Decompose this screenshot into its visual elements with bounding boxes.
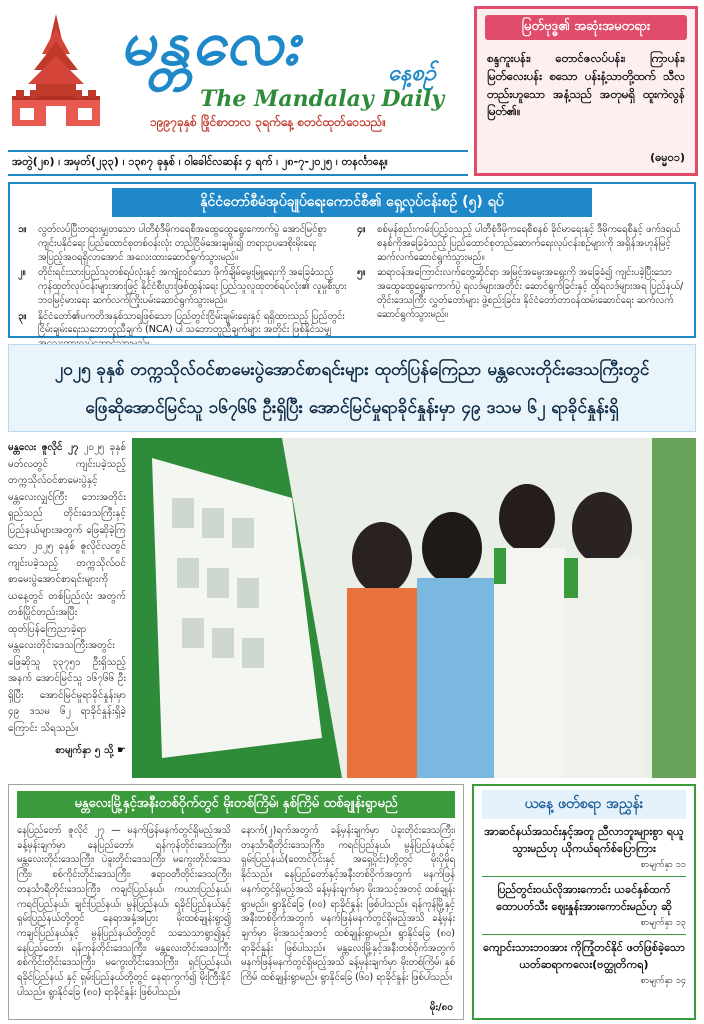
- dhamma-quote-heading: မြတ်ဗုဒ္ဓ၏ အဆုံးအမတရား: [485, 15, 687, 40]
- lead-story-text: [8, 440, 126, 780]
- dhamma-quote-body: စန္ဒကူးပန်း၊ တောင်ဇလပ်ပန်း၊ ကြာပန်း၊ မြတ်လေးပန်း စသော ပန်းနံ့သာတို့ထက် သီလတည်းဟူသော အနံ့သည် အတုမရှိ ထူးကဲလွန်မြတ်၏။: [487, 51, 685, 119]
- weather-story-heading[interactable]: မန္တလေးမြို့နှင့်အနီးတစ်ဝိုက်တွင် မိုးတစ်ကြိမ်၊ နှစ်ကြိမ် ထစ်ချုန်းရွာမည်: [17, 791, 455, 818]
- roadmap-item-text: စစ်မှန်စည်းကမ်းပြည့်ဝသည့် ပါတီစုံဒီမိုကရေစီစနစ် ခိုင်မာရေးနှင့် ဒီမိုကရေစီနှင့် ဖက်ဒရယ်စနစ်ကိုအခြေခံသည့် ပြည်ထောင်စုတည်ဆောက်ရေးလုပ်ငန်းစဉ်များကို အရှိန်အဟုန်မြင့် ဆက်လက်ဆောင်ရွက်သွားမည်။: [377, 224, 681, 263]
- roadmap-column-left: [18, 223, 347, 353]
- masthead-english-title: The Mandalay Daily: [200, 86, 445, 112]
- lead-story-dateline: မန္တလေး ဇူလိုင် ၂၇: [8, 442, 79, 453]
- roadmap-item-text: တိုင်းရင်းသားပြည်သူတစ်ရပ်လုံးနှင့် အကျုံးဝင်သော ဖိုက်ချိမ်မွေးမြူရေးကို အခြေခံသည့် ကုန်ထုတ်လုပ်ငန်းများအားဖြင့် နိုင်ငံစီးပွားဖြစ်ထွန်းရေး ပြည်သူလူထုတစ်ရပ်လုံး၏ လူမှုစီးပွားဘဝမြင့်မားရေး ဆက်လက်ကြိုးပမ်းဆောင်ရွက်သွားမည်။: [38, 267, 347, 306]
- students-checking-results-photo: [132, 438, 696, 778]
- government-roadmap-box: [8, 182, 696, 338]
- weather-story-box: [8, 784, 464, 1020]
- inside-pages-index: [472, 784, 696, 1020]
- government-roadmap-heading: နိုင်ငံတော်စီမံအုပ်ချုပ်ရေးကောင်စီ၏ ရှေ့လုပ်ငန်းစဉ် (၅) ရပ်: [112, 188, 592, 217]
- roadmap-item: [357, 223, 686, 264]
- roadmap-item-number: ၃။: [18, 310, 27, 322]
- masthead-subtitle: နေ့စဉ်: [388, 61, 436, 86]
- lead-story-body: ၂၀၂၅ ခုနှစ် မတ်လတွင် ကျင်းပခဲ့သည့် တက္ကသိုလ်ဝင်စာမေးပွဲနှင့် မန္တလေးလျှင်ကြီး ဘေးအတိုင်းရှည်သည် တိုင်းဒေသကြီးနှင့် ပြည်နယ်များအတွက် ဖြေဆိုခဲ့ကြသော ၂၀၂၅ ခုနှစ် ဇူလိုင်လတွင် ကျင်းပခဲ့သည့် တက္ကသိုလ်ဝင်စာမေးပွဲအောင်စာရင်းများကို ယနေ့တွင် တစ်ပြည်လုံး အတွက် တစ်ပြိုင်တည်းအပြီး ထုတ်ပြန်ကြေညာခဲ့ရာ မန္တလေးတိုင်းဒေသကြီးအတွင်း ဖြေဆိုသူ ၃၃၇၅၁ ဦးရှိသည့်အနက် အောင်မြင်သူ ၁၆၇၆၆ ဦးရှိပြီး အောင်မြင်မှုရာခိုင်နှုန်းမှာ ၄၉ ဒသမ ၆၂ ရာခိုင်နှုန်းရှိခဲ့ကြောင်း သိရသည်။: [8, 442, 127, 734]
- inside-pages-heading: ယနေ့ ဖတ်စရာ အညွှန်း: [482, 790, 686, 819]
- index-entry[interactable]: [482, 939, 686, 992]
- roadmap-item-text: လွတ်လပ်ပြီးတရားမျှတသော ပါတီစုံဒီမိုကရေစီအထွေထွေရွေးကောက်ပွဲ အောင်မြင်စွာ ကျင်းပနိုင်ရေး ပြည်ထောင်စုတစ်ဝန်းလုံး တည်ငြိမ်အေးချမ်း၍ တရားဥပဒေစိုးမိုးရေး အပြည့်အဝရရှိလာအောင် အလေးထားဆောင်ရွက်သွားမည်။: [38, 224, 327, 263]
- palace-logo-icon: [6, 10, 106, 130]
- dhamma-quote-box: [474, 6, 698, 176]
- index-entry-page: စာမျက်နှာ ၁၄: [640, 976, 686, 987]
- index-entry-title: ကျောင်းသားဘဝအား ကိုကြုံတင်နိုင် ဖတ်ဖြစ်ခဲ့သော ယတ်ဆရာကလေး(ဗတ္ထုတိကရ): [483, 941, 685, 972]
- lead-headline[interactable]: [8, 344, 696, 432]
- index-entry-page: စာမျက်နှာ ၁၁: [640, 860, 686, 871]
- roadmap-item-text: နိုင်ငံတော်၏ပကတိအနှစ်သာရဖြစ်သော ပြည်တွင်းငြိမ်းချမ်းရေးနှင့် ရရှိထားသည့် ပြည်တွင်းငြိမ်းချမ်းရေးသဘောတူညီချက် (NCA) ပါ သဘောတူညီချက်များ အတိုင်း ဖြစ်နိုင်သမျှ: [38, 310, 345, 336]
- index-entry[interactable]: [482, 881, 686, 935]
- roadmap-item-number: ၅။: [357, 267, 366, 279]
- masthead-title: မန္တလေး: [120, 6, 301, 79]
- roadmap-item-number: ၁။: [18, 224, 27, 235]
- index-entry[interactable]: [482, 823, 686, 877]
- roadmap-item-text: ဆရာဝန်အကြောင်းလက်တွေ့ဆိုင်ရာ အမြင့်အမွေးအရွေးကို အခြေခံ၍ ကျင်းပခဲ့ပြီးသော အထွေထွေရွေးကောက်ပွဲ ရလဒ်များအတိုင်း ဆောင်ရွက်ခြင်းနှင့် ထိုရလဒ်များအရ ပြည်နယ်/တိုင်းဒေသကြီး လွှတ်တော်များ ဖွဲ့စည်းခြင်း၊ နိုင်ငံတော်တာဝန်ထမ်းဆောင်ရေး ဆက်လက်ဆောင်ရွက်သွားမည်။: [377, 267, 684, 320]
- roadmap-column-right: [357, 223, 686, 353]
- issue-dateline: အတွဲ(၂၈) ၊ အမှတ်(၂၃၃) ၊ ၁၃၈၇ ခုနှစ် ၊ ဝါခေါင်လဆန်း ၄ ရက် ၊ ၂၈-၇-၂၀၂၅ ၊ တနင်္လာနေ့။: [8, 150, 468, 176]
- weather-story-signature: မိုး/၈၀: [429, 1002, 453, 1013]
- roadmap-item-number: ၂။: [18, 267, 26, 279]
- weather-story-column-left: နေပြည်တော် ဇူလိုင် ၂၇ — မနက်ဖြန်မနက်တွင်ရှိမည့်အသိ ခန့်မှန်းချက်မှာ နေပြည်တော်၊ ရန်ကုန်တိုင်းဒေသကြီး၊ မန္တလေးတိုင်းဒေသကြီး၊ ပဲခူးတိုင်းဒေသကြီး၊ မကွေးတိုင်းဒေသကြီး၊ စစ်ကိုင်းတိုင်းဒေသကြီး၊ ဧရာဝတီတိုင်းဒေသကြီး၊ တနင်္သာရီတိုင်းဒေသကြီး၊ ကချင်ပြည်နယ်၊ ကယားပြည်နယ်၊ ကရင်ပြည်နယ်၊ ချင်းပြည်နယ်၊ မွန်ပြည်နယ်၊ ရခိုင်ပြည်နယ်နှင့် ရှမ်းပြည်နယ်တို့တွင် နေရာအနှံ့အပြား မိုးထစ်ချုန်းရွာ၍ ကချင်ပြည်နယ်နှင့် မွန်ပြည်နယ်တို့တွင် သသေသာရွာ၍နှင့် နေပြည်တော်၊ ရန်ကုန်တိုင်းဒေသကြီး၊ မန္တလေးတိုင်းဒေသကြီး စစ်ကိုင်းတိုင်းဒေသကြီး၊ မကွေးတိုင်းဒေသကြီး၊ ရှင်ပြည်နယ်၊ ရခိုင်ပြည်နယ် နှင့် ရှမ်းပြည်နယ်တို့တွင် နေရာကွက်၍ မိုးကြီးနိုင်ပါသည်။ ရွာနိုင်ခြေ (၈၀) ရာခိုင်နှုန်း ဖြစ်ပါသည်။: [17, 825, 231, 998]
- lead-headline-line-1: ၂၀၂၅ ခုနှစ် တက္ကသိုလ်ဝင်စာမေးပွဲအောင်စာရင်းများ ထုတ်ပြန်ကြေညာ မန္တလေးတိုင်းဒေသကြီးတွင်: [54, 360, 650, 380]
- masthead-motto: ၁၉၉၇ခုနှစ် ဖြိုင်စာတလ ၃ရက်နေ့ စတင်ထုတ်ဝေသည်။: [150, 115, 386, 129]
- continued-on-page-link[interactable]: စာမျက်နှာ ၅ သို့ ☛: [55, 745, 126, 756]
- dhamma-quote-source: (ဓမ္မ၀၁): [650, 151, 685, 164]
- roadmap-item-number: ၄။: [357, 224, 366, 235]
- roadmap-item: [357, 266, 686, 321]
- index-entry-page: စာမျက်နှာ ၁၃: [640, 918, 686, 929]
- index-entry-title: ပြည်တွင်းဝယ်လိုအားကောင်း ယခင်နှစ်ထက် ထောပတ်သီး ဈေးနှုန်းအားကောင်းမည်ဟု ဆို: [496, 883, 672, 914]
- weather-story-column-right: နောက်(၂)ရက်အတွက် ခန့်မှန်းချက်မှာ ပဲခူးတိုင်းဒေသကြီး၊ တနင်္သာရီတိုင်းဒေသကြီး၊ ကရင်ပြည်နယ်၊ မွန်ပြည်နယ်နှင့် ရှမ်းပြည်နယ်(တောင်ပိုင်းနှင့် အရှေ့ပိုင်း)တို့တွင် မိုးပိုမိုရနိုင်သည်။ နေပြည်တော်နှင့်အနီးတစ်ဝိုက်အတွက် မနက်ဖြန်မနက်တွင်ရှိမည့်အသိ ခန့်မှန်းချက်မှာ မိုးအသင့်အတင့် ထစ်ချုန်းရွာမည်။ ရွာနိုင်ခြေ (၈၀) ရာခိုင်နှုန်း ဖြစ်ပါသည်။ ရန်ကုန်မြို့နှင့်အနီးတစ်ဝိုက်အတွက် မနက်ဖြန်မနက်တွင်ရှိမည့်အသိ ခန့်မှန်းချက်မှာ မိုးအသင့်အတင့် ထစ်ချုန်းရွာမည်။ ရွာနိုင်ခြေ (၈၀) ရာခိုင်နှုန်း ဖြစ်ပါသည်။ မန္တလေးမြို့နှင့်အနီးတစ်ဝိုက်အတွက် မနက်ဖြန်မနက်တွင်ရှိမည့်အသိ ခန့်မှန်းချက်မှာ မိုးတစ်ကြိမ်၊ နှစ်ကြိမ် ထစ်ချုန်းရွာမည်။ ရွာနိုင်ခြေ (၆၀) ရာခိုင်နှုန်း ဖြစ်ပါသည်။: [241, 825, 456, 984]
- roadmap-item: [18, 266, 347, 307]
- index-entry-title: အာဆင်နယ်အသင်းနှင့်အတူ ညီလာဘူးများစွာ ရယူသွားမည်ဟု ယိုကယ်ရက်စ်ပြောကြား: [484, 825, 684, 856]
- roadmap-item: [18, 223, 347, 264]
- lead-headline-line-2: ဖြေဆိုအောင်မြင်သူ ၁၆၇၆၆ ဦးရှိပြီး အောင်မြင်မှုရာခိုင်နှုန်းမှာ ၄၉ ဒသမ ၆၂ ရာခိုင်နှုန်းရှိ: [85, 398, 619, 418]
- photo-illustration: [132, 438, 696, 778]
